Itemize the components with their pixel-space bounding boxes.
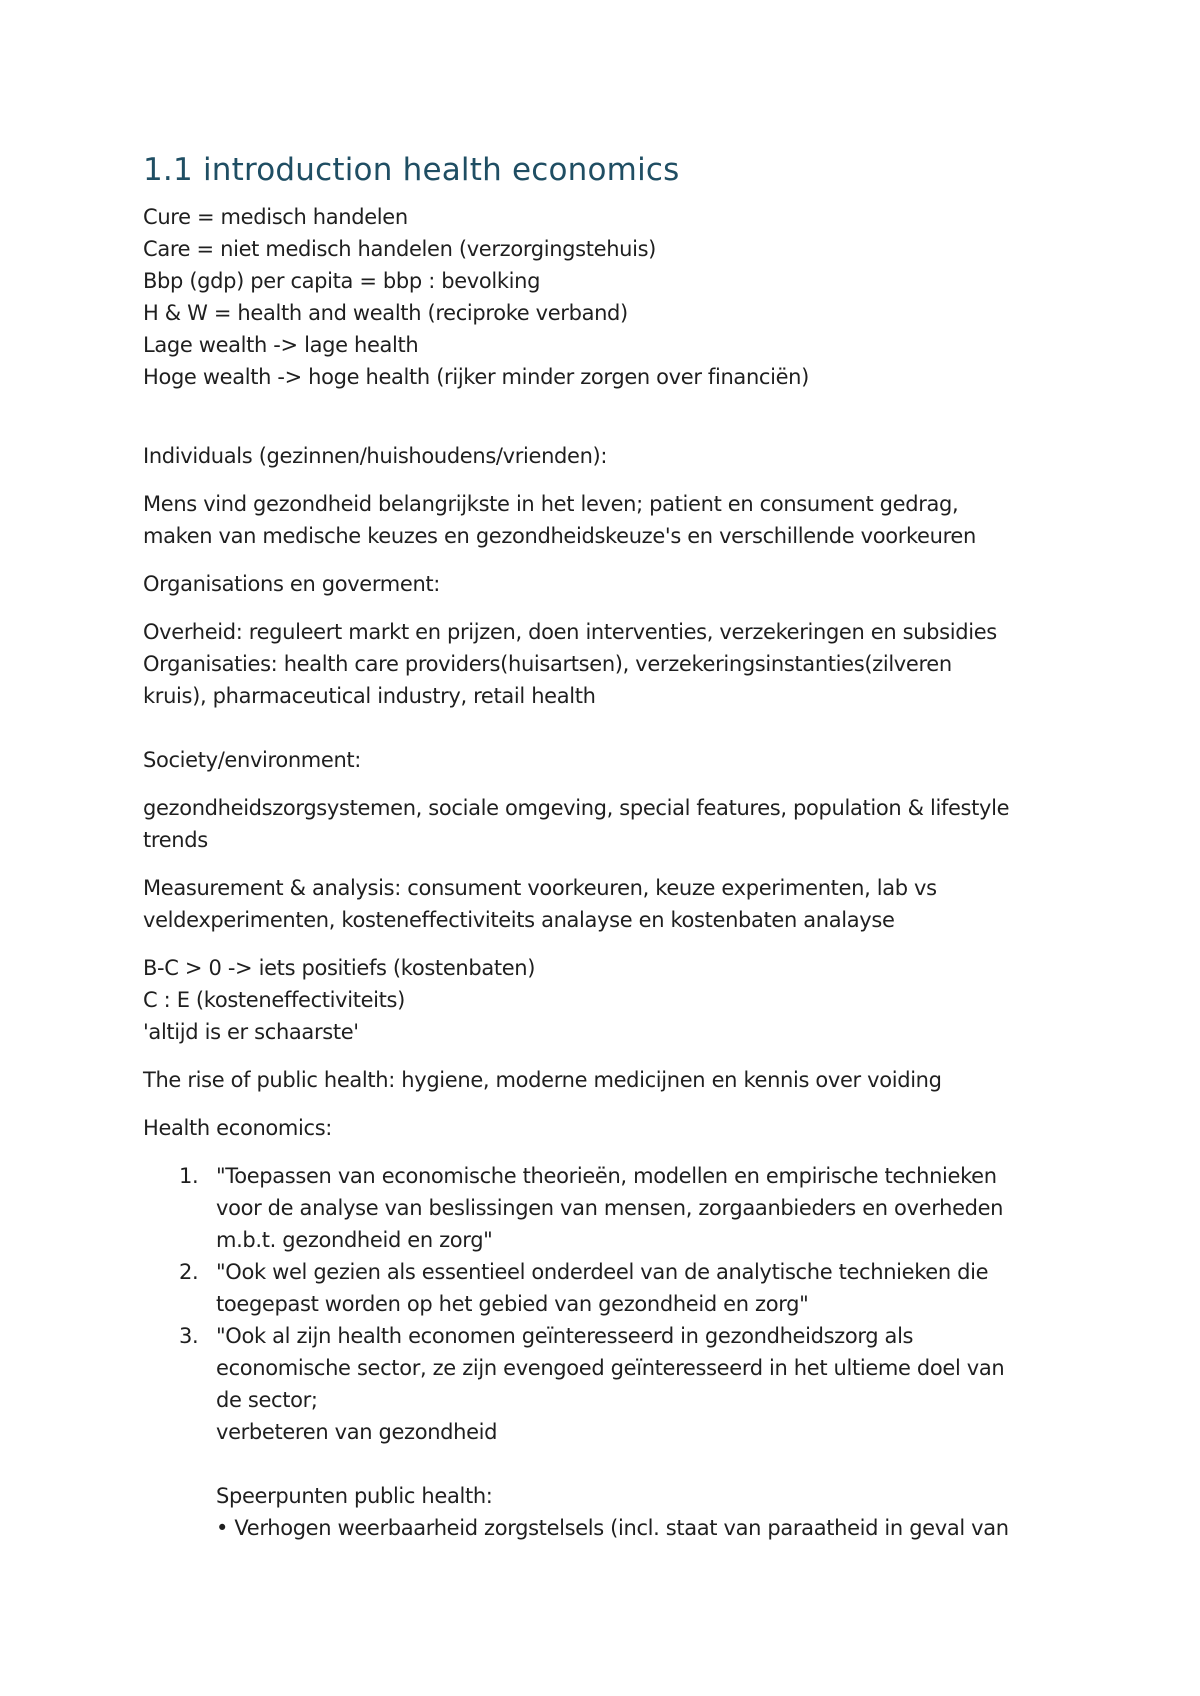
formula-line: C : E (kosteneffectiviteits) <box>143 988 405 1012</box>
public-health-text: The rise of public health: hygiene, moderne medicijnen en kennis over voiding <box>143 1068 942 1092</box>
intro-line: Lage wealth -> lage health <box>143 333 419 357</box>
intro-line: Bbp (gdp) per capita = bbp : bevolking <box>143 269 541 293</box>
formula-line: B-C > 0 -> iets positiefs (kostenbaten) <box>143 956 536 980</box>
list-item <box>143 1256 1083 1320</box>
sub-label: Speerpunten public health: <box>216 1484 493 1508</box>
list-item-line: "Ook al zijn health economen geïnteresseerd in gezondheidszorg als <box>216 1324 914 1348</box>
list-item-line: m.b.t. gezondheid en zorg" <box>216 1228 493 1252</box>
society-label: Society/environment: <box>143 748 362 772</box>
intro-block <box>143 201 1083 393</box>
intro-line: Cure = medisch handelen <box>143 205 408 229</box>
health-economics-list <box>143 1160 1083 1544</box>
list-item <box>143 1320 1083 1544</box>
list-item <box>143 1160 1083 1256</box>
organisations-label: Organisations en goverment: <box>143 572 441 596</box>
formula-line: 'altijd is er schaarste' <box>143 1020 359 1044</box>
paragraph-line: veldexperimenten, kosteneffectiviteits analayse en kostenbaten analayse <box>143 908 895 932</box>
list-item-line: voor de analyse van beslissingen van mensen, zorgaanbieders en overheden <box>216 1196 1004 1220</box>
paragraph-line: Measurement & analysis: consument voorkeuren, keuze experimenten, lab vs <box>143 876 937 900</box>
document-page <box>143 150 1083 1544</box>
list-item-line: toegepast worden op het gebied van gezondheid en zorg" <box>216 1292 809 1316</box>
paragraph-line: kruis), pharmaceutical industry, retail health <box>143 684 596 708</box>
list-item-line: economische sector, ze zijn evengoed geïnteresseerd in het ultieme doel van <box>216 1356 1005 1380</box>
list-number: 2. <box>179 1260 199 1284</box>
document-body <box>143 201 1083 1544</box>
measurement-text <box>143 872 1083 936</box>
list-item-line: de sector; <box>216 1388 318 1412</box>
list-number: 1. <box>179 1164 199 1188</box>
organisations-text <box>143 616 1083 712</box>
list-item-line: "Toepassen van economische theorieën, modellen en empirische technieken <box>216 1164 997 1188</box>
page-title: 1.1 introduction health economics <box>143 152 680 188</box>
list-item-line: verbeteren van gezondheid <box>216 1420 498 1444</box>
paragraph-line: Mens vind gezondheid belangrijkste in het leven; patient en consument gedrag, <box>143 492 959 516</box>
paragraph-line: maken van medische keuzes en gezondheidskeuze's en verschillende voorkeuren <box>143 524 976 548</box>
paragraph-line: Overheid: reguleert markt en prijzen, doen interventies, verzekeringen en subsidies <box>143 620 997 644</box>
intro-line: Care = niet medisch handelen (verzorgingstehuis) <box>143 237 657 261</box>
intro-line: H & W = health and wealth (reciproke verband) <box>143 301 628 325</box>
intro-line: Hoge wealth -> hoge health (rijker minder zorgen over financiën) <box>143 365 809 389</box>
health-economics-label: Health economics: <box>143 1116 333 1140</box>
bullet-line: • Verhogen weerbaarheid zorgstelsels (incl. staat van paraatheid in geval van <box>216 1516 1009 1540</box>
society-text <box>143 792 1083 856</box>
paragraph-line: trends <box>143 828 208 852</box>
paragraph-line: Organisaties: health care providers(huisartsen), verzekeringsinstanties(zilveren <box>143 652 952 676</box>
list-item-line: "Ook wel gezien als essentieel onderdeel van de analytische technieken die <box>216 1260 989 1284</box>
list-number: 3. <box>179 1324 199 1348</box>
individuals-label: Individuals (gezinnen/huishoudens/vrienden): <box>143 444 608 468</box>
formulas-block <box>143 952 1083 1048</box>
individuals-text <box>143 488 1083 552</box>
paragraph-line: gezondheidszorgsystemen, sociale omgeving, special features, population & lifestyle <box>143 796 1010 820</box>
